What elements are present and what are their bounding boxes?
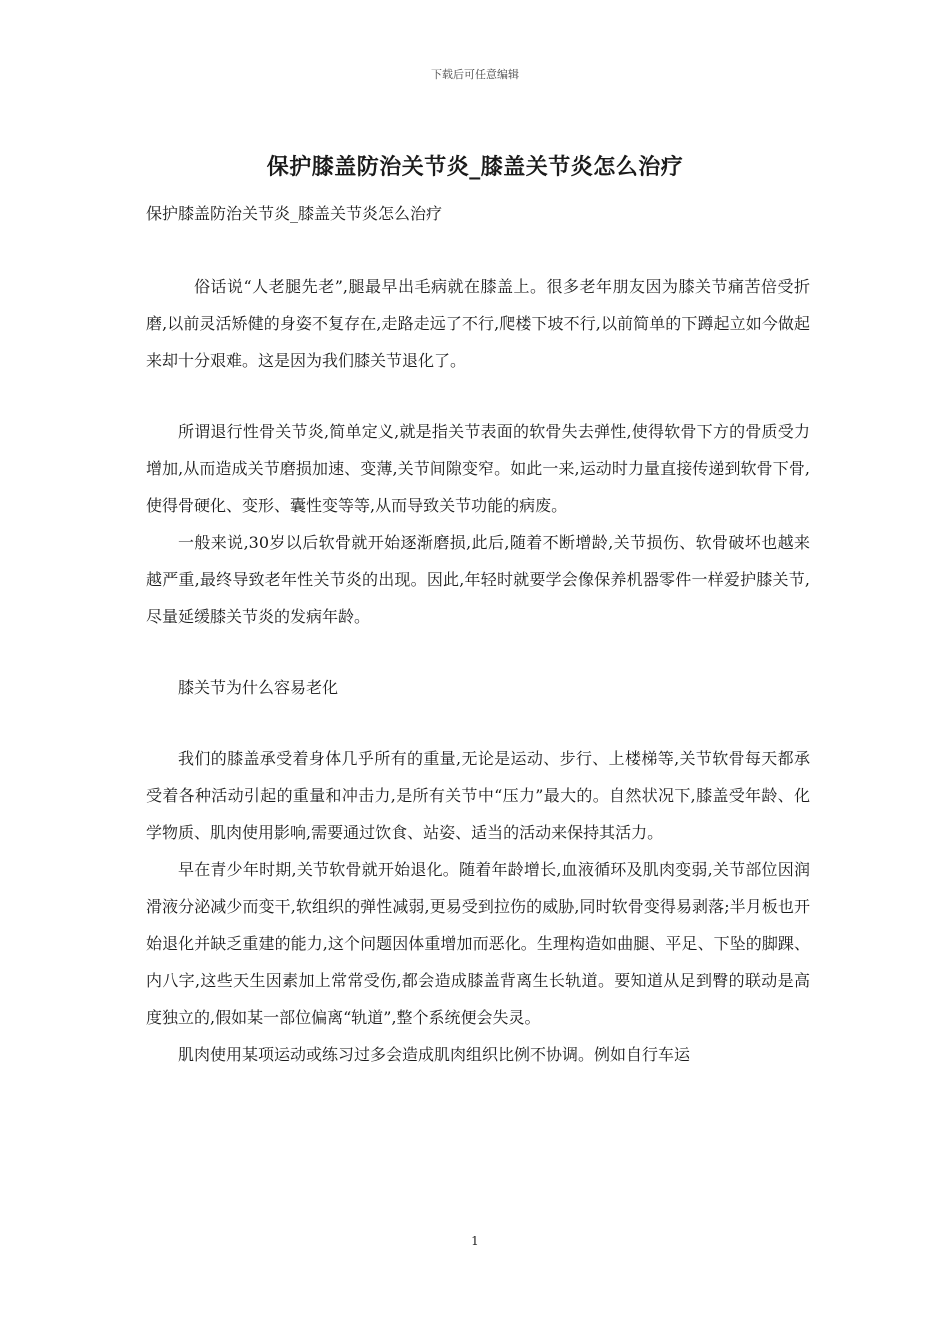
page-number: 1 bbox=[471, 1234, 479, 1248]
paragraph-spacer bbox=[146, 379, 810, 413]
section-heading: 膝关节为什么容易老化 bbox=[178, 678, 339, 697]
document-title: 保护膝盖防治关节炎_膝盖关节炎怎么治疗 bbox=[266, 154, 684, 180]
document-subtitle: 保护膝盖防治关节炎_膝盖关节炎怎么治疗 bbox=[146, 204, 443, 223]
paragraph-spacer bbox=[146, 706, 810, 740]
paragraph-cartilage-aging: 早在青少年时期,关节软骨就开始退化。随着年龄增长,血液循环及肌肉变弱,关节部位因润滑液分泌减少而变干,软组织的弹性减弱,更易受到拉伤的威胁,同时软骨变得易剥落;半月板也开始退化并缺乏重建的能力,这个问题因体重增加而恶化。生理构造如曲腿、平足、下坠的脚踝、内八字,这些天生因素加上常常受伤,都会造成膝盖背离生长轨道。要知道从足到臀的联动是高度独立的,假如某一部位偏离“轨道”,整个系统便会失灵。 bbox=[146, 860, 810, 1027]
paragraph-muscle-use: 肌肉使用某项运动或练习过多会造成肌肉组织比例不协调。例如自行车运 bbox=[178, 1045, 691, 1064]
paragraph-spacer bbox=[146, 635, 810, 669]
paragraph-age-wear: 一般来说,30岁以后软骨就开始逐渐磨损,此后,随着不断增龄,关节损伤、软骨破坏也越来越严重,最终导致老年性关节炎的出现。因此,年轻时就要学会像保养机器零件一样爱护膝关节,尽量延缓膝关节炎的发病年龄。 bbox=[146, 533, 810, 626]
page-header-note: 下载后可任意编辑 bbox=[431, 68, 519, 81]
paragraph-weight-load: 我们的膝盖承受着身体几乎所有的重量,无论是运动、步行、上楼梯等,关节软骨每天都承受着各种活动引起的重量和冲击力,是所有关节中“压力”最大的。自然状况下,膝盖受年龄、化学物质、肌肉使用影响,需要通过饮食、站姿、适当的活动来保持其活力。 bbox=[146, 749, 810, 842]
paragraph-definition: 所谓退行性骨关节炎,简单定义,就是指关节表面的软骨失去弹性,使得软骨下方的骨质受力增加,从而造成关节磨损加速、变薄,关节间隙变窄。如此一来,运动时力量直接传递到软骨下骨,使得骨硬化、变形、囊性变等等,从而导致关节功能的病废。 bbox=[146, 422, 810, 515]
document-body bbox=[146, 268, 810, 1073]
paragraph-intro: 俗话说“人老腿先老”,腿最早出毛病就在膝盖上。很多老年朋友因为膝关节痛苦倍受折磨,以前灵活矫健的身姿不复存在,走路走远了不行,爬楼下坡不行,以前简单的下蹲起立如今做起来却十分艰难。这是因为我们膝关节退化了。 bbox=[146, 277, 810, 370]
